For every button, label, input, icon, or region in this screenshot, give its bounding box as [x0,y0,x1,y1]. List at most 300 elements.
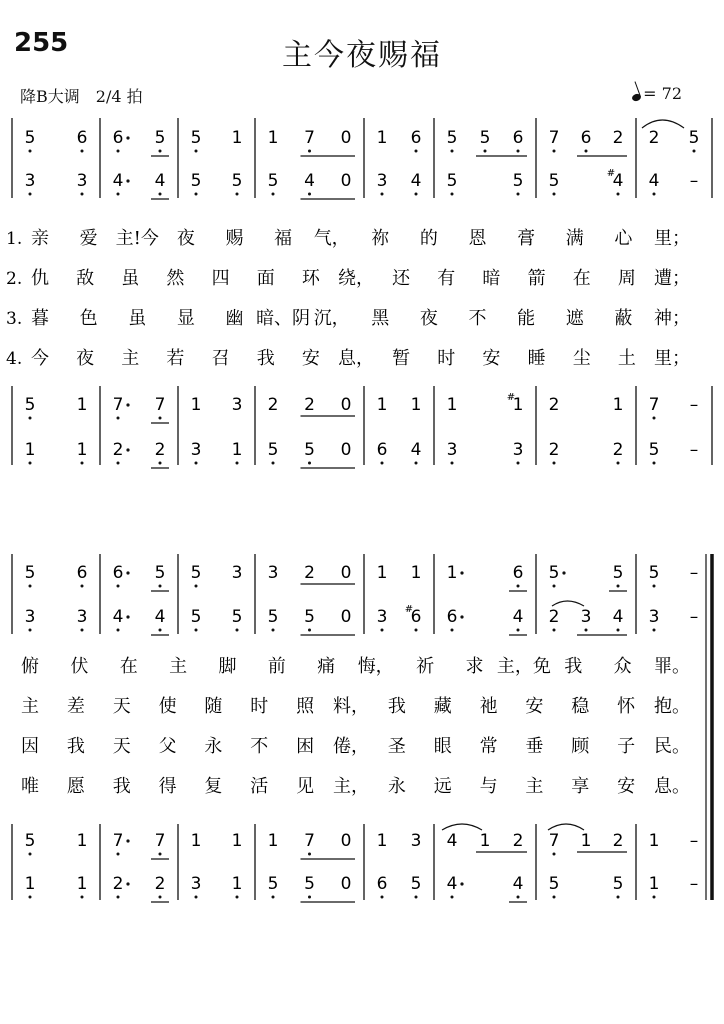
lyric-syllable: 显 [176,308,195,329]
lyric-syllable: 神； [654,308,690,329]
lyric-syllable: 主 [121,348,140,369]
sharp-sign: # [606,168,616,179]
alto-note: 6 [410,607,422,627]
octave-dot [308,629,311,632]
alto-note: 5 [446,171,458,191]
lyric-syllable: 随 [204,696,223,717]
bass-note: 2 [548,440,560,460]
soprano-note: 1 [446,563,458,583]
bass-note: – [689,874,699,894]
lyric-syllable: 环 [301,268,320,289]
lyric-syllable: 心 [614,228,633,249]
octave-dot [517,585,520,588]
tenor-note: 1 [231,831,243,851]
lyric-syllable: 不 [468,308,487,329]
lyric-syllable: 福 [274,228,293,249]
tenor-note: 1 [410,395,422,415]
lyric-syllable: 沉， [313,308,350,329]
tempo-value: = 72 [643,84,682,103]
lyric-syllable: 前 [267,656,286,677]
tenor-note: 2 [304,395,315,415]
octave-dot [553,462,556,465]
octave-dot [553,585,556,588]
tenor-note: 1 [479,831,491,851]
alto-note: 2 [548,607,560,627]
octave-dot [617,462,620,465]
octave-dot [451,629,454,632]
octave-dot [381,193,384,196]
octave-dot [195,629,198,632]
lyric-syllable: 敌 [76,268,95,289]
octave-dot [272,193,275,196]
octave-dot [653,896,656,899]
octave-dot [308,150,311,153]
lyric-syllable: 众 [613,656,632,677]
lyric-syllable: 虽 [128,308,147,329]
duration-dot [460,882,463,885]
lyric-syllable: 祢 [371,228,390,249]
lyric-syllable: 怀 [617,696,636,717]
octave-dot [81,585,84,588]
alto-note: 4 [410,171,422,191]
octave-dot [236,896,239,899]
alto-note: 3 [648,607,660,627]
octave-dot [195,585,198,588]
octave-dot [159,193,162,196]
soprano-note: 5 [154,563,166,583]
bass-note: 5 [304,874,315,894]
soprano-note: 5 [479,128,491,148]
tenor-note: 7 [112,395,124,415]
alto-note: – [689,607,699,627]
lyric-syllable: 倦， [333,736,369,757]
octave-dot [272,896,275,899]
octave-dot [195,896,198,899]
lyric-syllable: 幽 [225,308,244,329]
octave-dot [517,896,520,899]
octave-dot [451,896,454,899]
lyric-syllable: 息， [338,348,374,369]
octave-dot [517,193,520,196]
lyric-syllable: 里； [654,228,690,249]
lyric-syllable: 四 [211,268,230,289]
bass-note: 4 [446,874,458,894]
soprano-note: 5 [446,128,458,148]
lyric-syllable: 子 [617,736,636,757]
duration-dot [126,882,129,885]
lyric-syllable: 我 [387,696,406,717]
soprano-note: – [689,563,699,583]
lyric-syllable: 虽 [121,268,140,289]
lyric-syllable: 蔽 [614,308,633,329]
slur-arc [442,824,482,830]
duration-dot [126,448,129,451]
soprano-note: 5 [190,128,202,148]
bass-note: 1 [648,874,660,894]
alto-note: 4 [612,171,624,191]
soprano-note: 5 [24,563,36,583]
octave-dot [272,629,275,632]
lyric-syllable: 膏 [517,228,536,249]
tenor-note: 2 [267,395,279,415]
soprano-note: 7 [304,128,315,148]
octave-dot [653,629,656,632]
lyric-syllable: 复 [204,776,223,797]
duration-dot [460,571,463,574]
octave-dot [236,462,239,465]
alto-note: 0 [340,607,352,627]
lyric-syllable: 里； [654,348,690,369]
octave-dot [159,896,162,899]
lyric-syllable: 时 [250,696,269,717]
alto-note: 6 [446,607,458,627]
lyric-syllable: 恩 [468,228,487,249]
octave-dot [159,150,162,153]
lyric-syllable: 土 [617,348,636,369]
octave-dot [117,462,120,465]
lyric-syllable: 得 [158,776,177,797]
lyric-syllable: 脚 [218,656,237,677]
alto-note: 4 [154,607,166,627]
lyric-syllable: 我 [112,776,131,797]
lyric-syllable: 远 [433,776,452,797]
octave-dot [236,629,239,632]
bass-note: 1 [76,440,88,460]
lyric-syllable: 遮 [565,308,584,329]
lyric-syllable: 永 [387,776,406,797]
bass-note: 2 [154,440,166,460]
lyric-syllable: 祂 [479,696,498,717]
tenor-note: 1 [376,395,388,415]
lyric-syllable: 活 [250,776,269,797]
octave-dot [415,462,418,465]
lyric-syllable: 愿 [66,776,85,797]
bass-note: 1 [24,440,36,460]
tenor-note: 1 [190,831,202,851]
verse-number: 1. [6,229,23,249]
soprano-note: 6 [580,128,592,148]
alto-note: 3 [376,607,388,627]
alto-note: 5 [304,607,315,627]
octave-dot [117,417,120,420]
duration-dot [126,615,129,618]
soprano-note: 2 [648,128,660,148]
tenor-note: 2 [548,395,560,415]
lyric-syllable: 唯 [21,776,39,797]
lyric-syllable: 夜 [76,348,95,369]
lyric-syllable: 俯 [21,656,39,677]
tenor-note: 2 [512,831,524,851]
soprano-note: 6 [112,128,124,148]
octave-dot [29,585,32,588]
alto-note: 3 [580,607,592,627]
tenor-note: 1 [512,395,524,415]
octave-dot [553,150,556,153]
bass-note: 5 [548,874,560,894]
lyric-syllable: 我 [564,656,583,677]
soprano-note: 3 [231,563,243,583]
bass-note: 1 [231,440,243,460]
bass-note: 3 [446,440,458,460]
octave-dot [517,150,520,153]
alto-note: 4 [648,171,660,191]
octave-dot [308,853,311,856]
lyric-syllable: 能 [517,308,536,329]
alto-note: 5 [190,607,202,627]
lyric-syllable: 赐 [225,228,244,249]
lyric-syllable: 顾 [571,736,590,757]
soprano-note: 6 [512,128,524,148]
tenor-note: – [689,831,699,851]
lyric-syllable: 我 [66,736,85,757]
alto-note: 3 [24,171,36,191]
bass-note: 2 [112,440,124,460]
bass-note: 5 [267,874,279,894]
octave-dot [451,150,454,153]
lyric-syllable: 息。 [654,776,690,797]
bass-note: 0 [340,874,352,894]
duration-dot [126,179,129,182]
lyric-syllable: 天 [112,696,131,717]
octave-dot [29,896,32,899]
bass-note: 2 [154,874,166,894]
soprano-note: 0 [340,128,352,148]
sharp-sign: # [404,604,414,615]
lyric-syllable: 满 [565,228,584,249]
bass-note: 1 [76,874,88,894]
lyric-syllable: 安 [525,696,544,717]
soprano-note: 3 [267,563,279,583]
tenor-note: 3 [410,831,422,851]
lyric-syllable: 召 [211,348,230,369]
verse-number: 4. [6,349,23,369]
soprano-note: 6 [112,563,124,583]
duration-dot [126,571,129,574]
alto-note: 0 [340,171,352,191]
octave-dot [272,462,275,465]
lyric-syllable: 爱 [79,228,98,249]
lyric-syllable: 享 [571,776,590,797]
octave-dot [553,896,556,899]
octave-dot [81,462,84,465]
lyric-syllable: 伏 [70,656,89,677]
octave-dot [308,193,311,196]
octave-dot [617,896,620,899]
lyric-syllable: 主 [169,656,188,677]
lyric-syllable: 暗、阴 [256,308,311,329]
octave-dot [81,193,84,196]
octave-dot [693,150,696,153]
alto-note: 5 [267,171,279,191]
lyric-syllable: 主 [525,776,544,797]
tenor-note: 7 [548,831,560,851]
lyric-syllable: 不 [250,736,269,757]
tenor-note: 0 [340,831,352,851]
alto-note: 3 [376,171,388,191]
tenor-note: 1 [612,395,624,415]
lyric-syllable: 然 [166,268,185,289]
octave-dot [236,193,239,196]
duration-dot [460,615,463,618]
octave-dot [415,629,418,632]
alto-note: 3 [76,607,88,627]
bass-note: 3 [190,440,202,460]
lyric-syllable: 我 [256,348,275,369]
tenor-note: 1 [580,831,592,851]
octave-dot [517,629,520,632]
bass-note: 5 [267,440,279,460]
lyric-syllable: 垂 [525,736,544,757]
bass-note: 5 [304,440,315,460]
soprano-note: 1 [410,563,422,583]
tenor-note: 0 [340,395,352,415]
octave-dot [117,193,120,196]
octave-dot [653,585,656,588]
lyric-syllable: 在 [572,268,591,289]
lyric-syllable: 安 [617,776,636,797]
lyric-syllable: 差 [66,696,85,717]
octave-dot [195,462,198,465]
octave-dot [159,585,162,588]
tenor-note: 1 [190,395,202,415]
soprano-note: 5 [190,563,202,583]
lyric-syllable: 藏 [433,696,452,717]
bass-note: 3 [190,874,202,894]
score-layer [6,118,712,902]
octave-dot [308,896,311,899]
tenor-note: 1 [446,395,458,415]
alto-note: 4 [112,171,124,191]
tenor-note: – [689,395,699,415]
soprano-note: 7 [548,128,560,148]
lyric-syllable: 今 [31,348,49,369]
soprano-note: 1 [376,128,388,148]
octave-dot [653,462,656,465]
tenor-note: 7 [154,395,166,415]
lyric-syllable: 永 [204,736,223,757]
octave-dot [451,462,454,465]
octave-dot [159,417,162,420]
tenor-note: 3 [231,395,243,415]
lyric-syllable: 眼 [433,736,452,757]
tenor-note: 7 [648,395,660,415]
sharp-sign: # [506,392,516,403]
bass-note: 1 [24,874,36,894]
alto-note: 4 [112,607,124,627]
octave-dot [159,853,162,856]
bass-note: 6 [376,874,388,894]
bass-note: – [689,440,699,460]
duration-dot [562,571,565,574]
octave-dot [159,629,162,632]
lyric-syllable: 父 [158,736,177,757]
tenor-note: 1 [376,831,388,851]
hymn-number: 255 [14,28,69,58]
octave-dot [553,629,556,632]
octave-dot [617,585,620,588]
soprano-note: 5 [612,563,624,583]
lyric-syllable: 的 [419,228,438,249]
tenor-note: 4 [446,831,458,851]
octave-dot [484,150,487,153]
soprano-note: 0 [340,563,352,583]
slur-arc [548,824,584,830]
alto-note: 5 [267,607,279,627]
lyric-syllable: 色 [79,308,98,329]
soprano-note: 6 [76,563,88,583]
octave-dot [117,150,120,153]
soprano-note: 5 [648,563,660,583]
lyric-syllable: 绕， [338,268,374,289]
duration-dot [126,136,129,139]
soprano-note: 1 [231,128,243,148]
alto-note: 4 [154,171,166,191]
duration-dot [126,403,129,406]
bass-note: 4 [410,440,422,460]
octave-dot [415,896,418,899]
soprano-note: 1 [267,128,279,148]
lyric-syllable: 暮 [31,308,49,329]
duration-dot [126,839,129,842]
lyric-syllable: 抱。 [654,696,690,717]
lyric-syllable: 夜 [176,228,195,249]
octave-dot [617,193,620,196]
octave-dot [585,150,588,153]
alto-note: 5 [512,171,524,191]
lyric-syllable: 夜 [419,308,438,329]
lyric-syllable: 常 [479,736,498,757]
octave-dot [29,853,32,856]
octave-dot [117,853,120,856]
alto-note: – [689,171,699,191]
lyric-syllable: 主 [21,696,39,717]
alto-note: 5 [231,607,243,627]
lyric-syllable: 尘 [572,348,591,369]
octave-dot [195,193,198,196]
lyric-syllable: 安 [301,348,320,369]
octave-dot [415,193,418,196]
lyric-syllable: 暂 [392,348,411,369]
lyric-syllable: 悔， [357,656,394,677]
alto-note: 3 [24,607,36,627]
octave-dot [81,629,84,632]
lyric-syllable: 气， [313,228,350,249]
lyric-syllable: 安 [482,348,501,369]
lyric-syllable: 暗 [482,268,501,289]
tenor-note: 1 [267,831,279,851]
bass-note: 2 [112,874,124,894]
tenor-note: 1 [76,395,88,415]
lyric-syllable: 在 [119,656,138,677]
octave-dot [29,193,32,196]
octave-dot [81,150,84,153]
tenor-note: 1 [648,831,660,851]
octave-dot [81,896,84,899]
lyric-syllable: 若 [166,348,185,369]
alto-note: 4 [304,171,315,191]
octave-dot [308,462,311,465]
lyric-syllable: 照 [296,696,315,717]
bass-note: 5 [612,874,624,894]
lyric-syllable: 民。 [654,736,690,757]
lyric-syllable: 痛 [317,656,336,677]
bass-note: 4 [512,874,524,894]
octave-dot [381,629,384,632]
tenor-note: 5 [24,831,36,851]
tenor-note: 2 [612,831,624,851]
verse-number: 3. [6,309,23,329]
lyric-syllable: 求 [465,656,484,677]
